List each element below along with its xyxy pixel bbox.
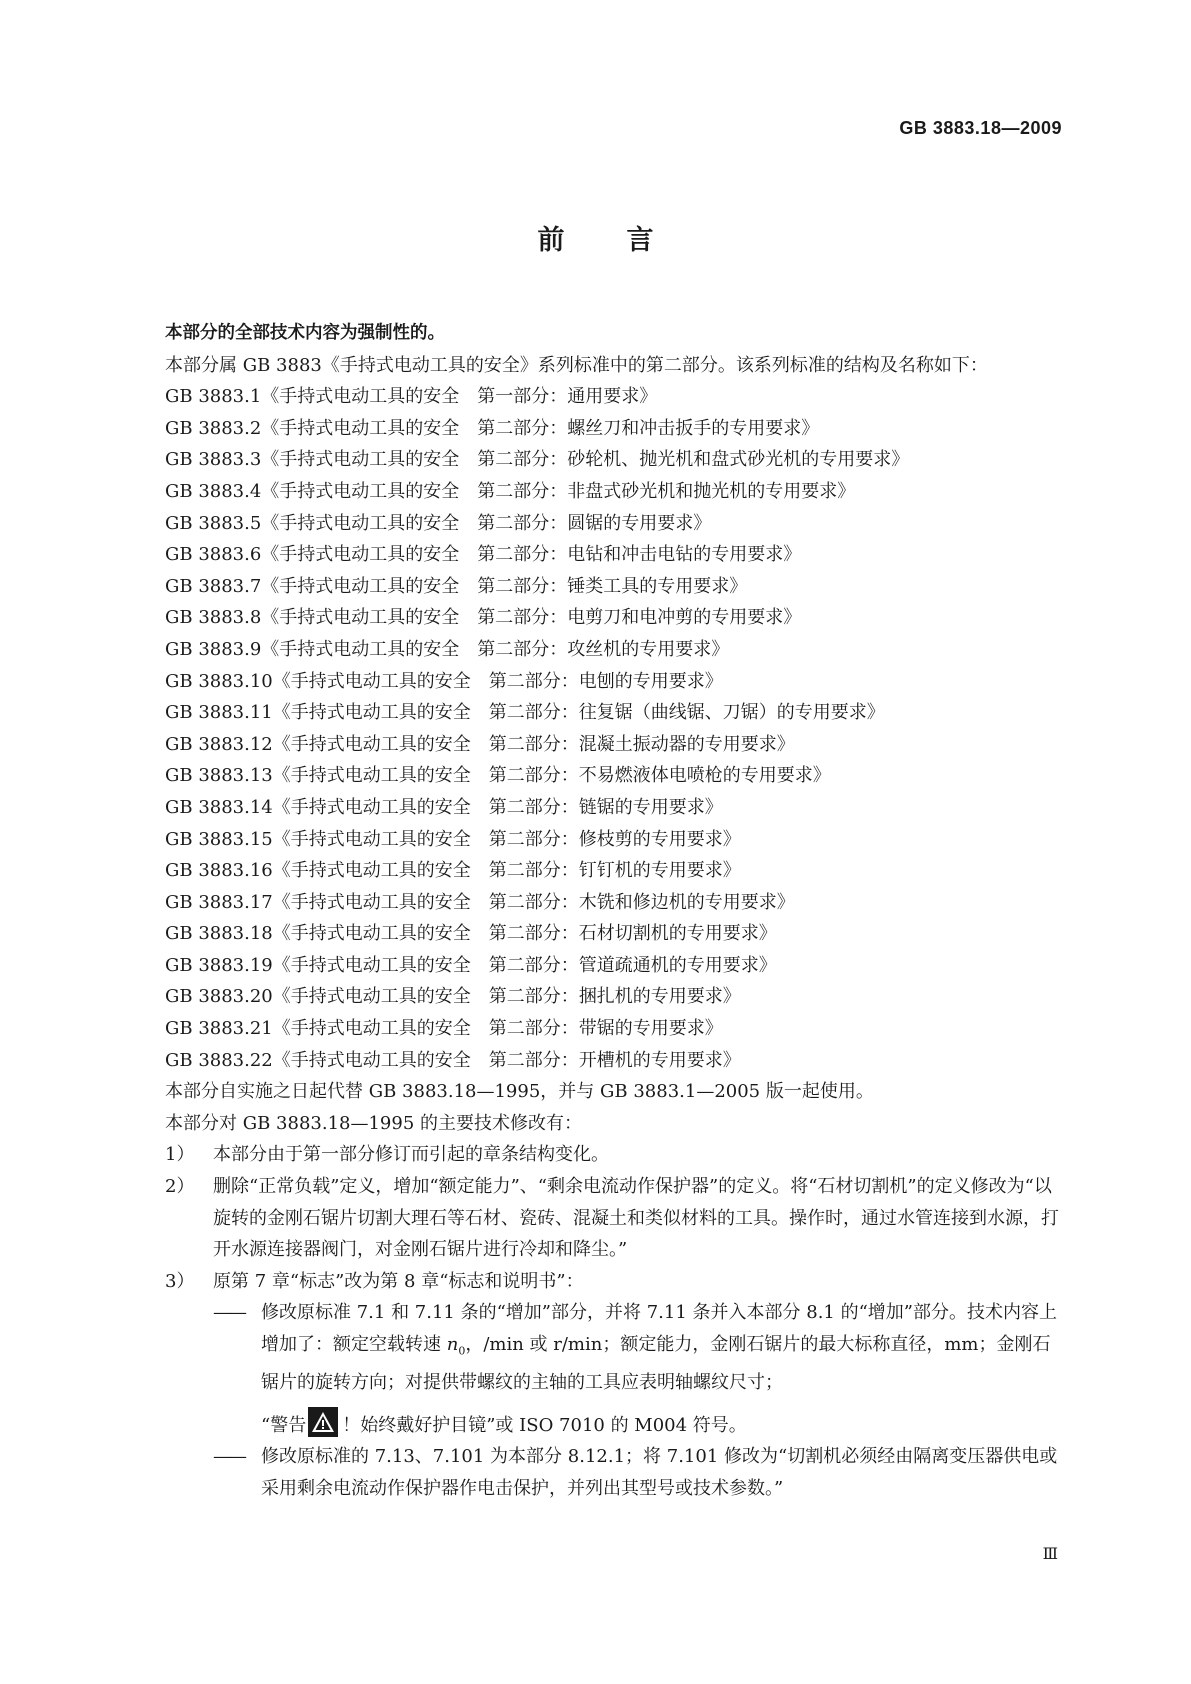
warning-line [261,1407,1059,1442]
series-item: GB 3883.15《手持式电动工具的安全 第二部分：修枝剪的专用要求》 [165,828,741,850]
series-item: GB 3883.19《手持式电动工具的安全 第二部分：管道疏通机的专用要求》 [165,954,777,976]
change-number: 2） [165,1176,195,1198]
mandatory-statement: 本部分的全部技术内容为强制性的。 [165,323,445,343]
change-item-1 [129,1139,1059,1171]
replace-statement: 本部分自实施之日起代替 GB 3883.18—1995，并与 GB 3883.1—2005 版一起使用。 [165,1081,874,1103]
subchange-item-1 [129,1297,1059,1441]
warning-prefix: “警告 [261,1414,307,1436]
series-item: GB 3883.17《手持式电动工具的安全 第二部分：木铣和修边机的专用要求》 [165,891,795,913]
page-number: Ⅲ [1042,1544,1058,1563]
subchange-text: 修改原标准的 7.13、7.101 为本部分 8.12.1；将 7.101 修改为“切割机必须经由隔离变压器供电或采用剩余电流动作保护器作电击保护，并列出其型号或技术参数。” [261,1446,1058,1499]
standard-code: GB 3883.18—2009 [899,118,1062,138]
series-item: GB 3883.13《手持式电动工具的安全 第二部分：不易燃液体电喷枪的专用要求》 [165,765,831,787]
change-item-3 [129,1266,1059,1298]
subchange-item-2 [129,1441,1059,1504]
subchange-text: 修改原标准 7.1 和 7.11 条的“增加”部分，并将 7.11 条并入本部分 8.1 的“增加”部分。技术内容上增加了：额定空载转速 [261,1302,1057,1355]
change-number: 1） [165,1144,195,1166]
main-content [129,318,1059,1505]
series-item: GB 3883.8《手持式电动工具的安全 第二部分：电剪刀和电冲剪的专用要求》 [165,607,802,629]
series-item: GB 3883.14《手持式电动工具的安全 第二部分：链锯的专用要求》 [165,796,723,818]
dash-marker: —— [213,1302,245,1324]
series-item: GB 3883.4《手持式电动工具的安全 第二部分：非盘式砂光机和抛光机的专用要求》 [165,480,856,502]
series-item: GB 3883.22《手持式电动工具的安全 第二部分：开槽机的专用要求》 [165,1049,741,1071]
series-list [129,381,1059,1076]
series-item: GB 3883.11《手持式电动工具的安全 第二部分：往复锯（曲线锯、刀锯）的专用要求》 [165,702,885,724]
series-item: GB 3883.21《手持式电动工具的安全 第二部分：带锯的专用要求》 [165,1018,723,1040]
change-text: 原第 7 章“标志”改为第 8 章“标志和说明书”： [213,1270,584,1292]
series-item: GB 3883.12《手持式电动工具的安全 第二部分：混凝土振动器的专用要求》 [165,733,795,755]
changes-intro: 本部分对 GB 3883.18—1995 的主要技术修改有： [165,1112,583,1134]
series-item: GB 3883.9《手持式电动工具的安全 第二部分：攻丝机的专用要求》 [165,638,730,660]
warning-suffix: ！始终戴好护目镜”或 ISO 7010 的 M004 符号。 [342,1414,747,1436]
change-text: 本部分由于第一部分修订而引起的章条结构变化。 [213,1144,609,1166]
series-intro: 本部分属 GB 3883《手持式电动工具的安全》系列标准中的第二部分。该系列标准的结构及名称如下： [165,354,988,376]
series-item: GB 3883.2《手持式电动工具的安全 第二部分：螺丝刀和冲击扳手的专用要求》 [165,417,820,439]
series-item: GB 3883.16《手持式电动工具的安全 第二部分：钉钉机的专用要求》 [165,860,741,882]
series-item: GB 3883.5《手持式电动工具的安全 第二部分：圆锯的专用要求》 [165,512,712,534]
change-text: 删除“正常负载”定义，增加“额定能力”、“剩余电流动作保护器”的定义。将“石材切割机”的定义修改为“以旋转的金刚石锯片切割大理石等石材、瓷砖、混凝土和类似材料的工具。操作时，通过水管连接到水源，打开水源连接器阀门，对金刚石锯片进行冷却和降尘。” [213,1176,1059,1261]
series-item: GB 3883.20《手持式电动工具的安全 第二部分：捆扎机的专用要求》 [165,986,741,1008]
series-item: GB 3883.18《手持式电动工具的安全 第二部分：石材切割机的专用要求》 [165,923,777,945]
series-item: GB 3883.1《手持式电动工具的安全 第一部分：通用要求》 [165,386,658,408]
change-number: 3） [165,1270,195,1292]
change-item-2 [129,1171,1059,1266]
speed-variable: n [446,1334,459,1355]
speed-subscript: 0 [458,1344,466,1358]
series-item: GB 3883.6《手持式电动工具的安全 第二部分：电钻和冲击电钻的专用要求》 [165,544,802,566]
series-item: GB 3883.7《手持式电动工具的安全 第二部分：锤类工具的专用要求》 [165,575,748,597]
series-item: GB 3883.10《手持式电动工具的安全 第二部分：电刨的专用要求》 [165,670,723,692]
warning-triangle-icon [308,1407,338,1437]
page-title: 前言 [537,225,716,256]
dash-marker: —— [213,1446,245,1468]
series-item: GB 3883.3《手持式电动工具的安全 第二部分：砂轮机、抛光机和盘式砂光机的专用要求》 [165,449,910,471]
subchange-text-cont: ，/min 或 r/min；额定能力，金刚石锯片的最大标称直径，mm；金刚石锯片的旋转方向；对提供带螺纹的主轴的工具应表明轴螺纹尺寸； [261,1334,1051,1394]
